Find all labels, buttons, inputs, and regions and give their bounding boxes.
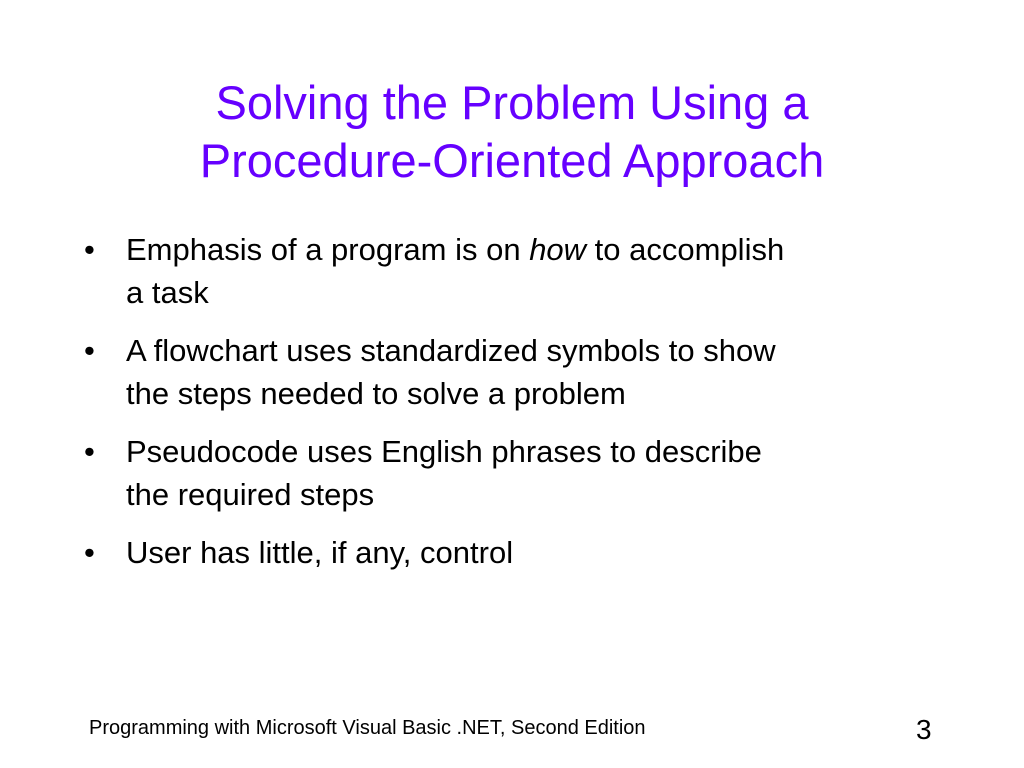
bullet-item-4 [84,531,934,574]
bullet-text-3-line-1: Pseudocode uses English phrases to describe [126,434,762,469]
bullet-icon: • [84,535,95,570]
bullet-icon: • [84,434,95,469]
bullet-item-1 [84,228,934,314]
bullet-text-2-line-1: A flowchart uses standardized symbols to show [126,333,776,368]
bullet-text-1-before: Emphasis of a program is on [126,232,530,267]
bullet-item-3 [84,430,934,516]
bullet-text-1-emphasis: how [529,232,587,267]
footer-title: Programming with Microsoft Visual Basic .NET, Second Edition [89,717,646,739]
bullet-text-4-line-1: User has little, if any, control [126,535,514,570]
slide-title [40,74,984,190]
bullet-icon: • [84,333,95,368]
bullet-item-2 [84,329,934,415]
slide-title-line-2: Procedure-Oriented Approach [199,134,825,187]
slide-title-line-1: Solving the Problem Using a [215,76,809,129]
bullet-text-1-line-2: a task [126,275,209,310]
bullet-text-3-line-2: the required steps [126,477,375,512]
bullet-text-2-line-2: the steps needed to solve a problem [126,376,626,411]
bullet-list [84,228,934,589]
bullet-text-1-after: to accomplish [586,232,785,267]
slide-number: 3 [916,714,932,745]
bullet-icon: • [84,232,95,267]
